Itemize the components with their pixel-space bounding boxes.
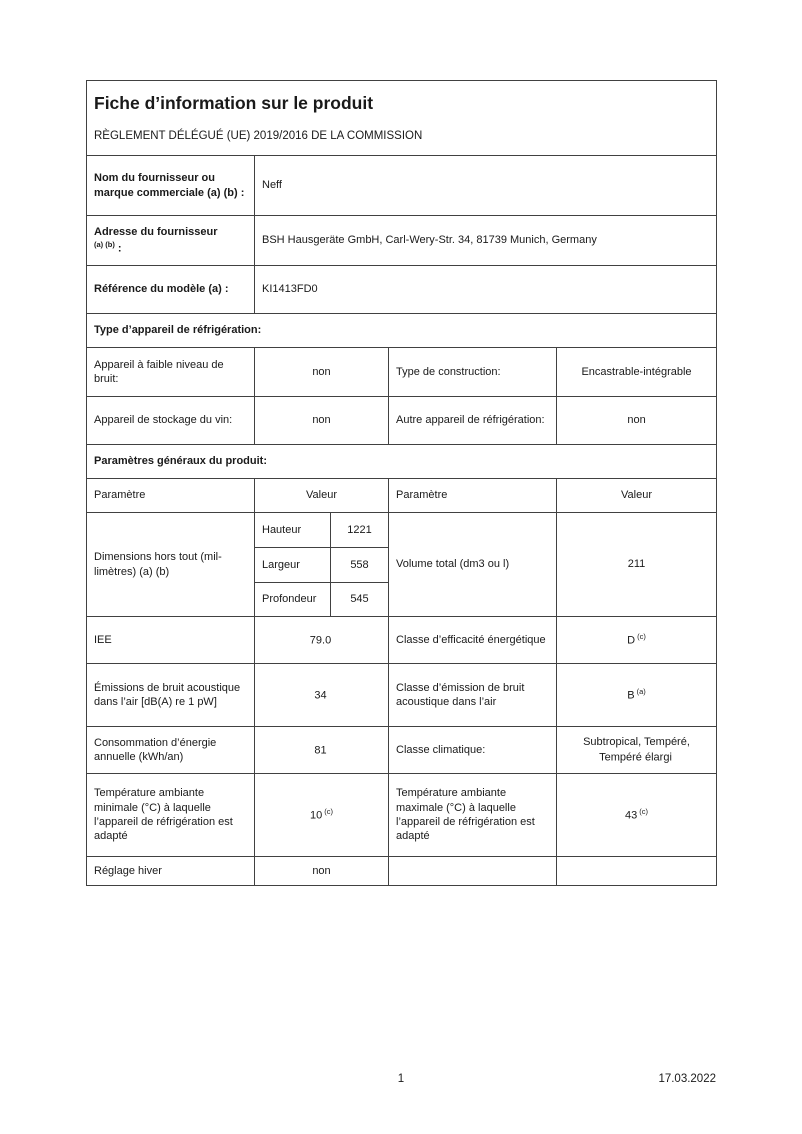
param-value: non	[255, 857, 389, 886]
param-value: 81	[255, 727, 389, 774]
param-label: IEE	[87, 617, 255, 664]
dimension-name: Profondeur	[255, 583, 331, 617]
total-volume-label: Volume total (dm3 ou l)	[389, 513, 557, 617]
param-label: Émissions de bruit acoustique dans l’air [dB(A) re 1 pW]	[87, 664, 255, 727]
param-value: B $^{(a)}$	[557, 664, 717, 727]
page-title: Fiche d’information sur le produit	[94, 92, 374, 113]
dimension-name: Largeur	[255, 548, 331, 583]
section-heading-general-params: Paramètres généraux du produit:	[87, 445, 717, 479]
column-header-parameter-right: Paramètre	[389, 479, 557, 513]
param-label: Type de construction:	[389, 348, 557, 397]
column-header-value-left: Valeur	[255, 479, 389, 513]
supplier-address-value: BSH Hausgeräte GmbH, Carl-Wery-Str. 34, 81739 Munich, Germany	[255, 216, 717, 266]
param-label: Autre appareil de réfrigération:	[389, 397, 557, 445]
param-label	[389, 857, 557, 886]
supplier-address-label	[87, 216, 255, 266]
supplier-name-value: Neff	[255, 156, 717, 216]
dimension-name: Hauteur	[255, 513, 331, 548]
dimension-value: 1221	[331, 513, 389, 548]
supplier-address-label-text: Adresse du fournisseur	[94, 226, 218, 239]
param-value: Subtropical, Tempéré, Tempéré élargi	[557, 727, 717, 774]
param-label: Classe climatique:	[389, 727, 557, 774]
param-label: Classe d’émission de bruit acoustique dans l’air	[389, 664, 557, 727]
supplier-name-label: Nom du fournisseur ou marque commerciale (a) (b) :	[87, 156, 255, 216]
supplier-address-colon: :	[117, 242, 122, 255]
param-value: D $^{(c)}$	[557, 617, 717, 664]
param-value	[557, 857, 717, 886]
param-value: 43 $^{(c)}$	[557, 774, 717, 857]
section-heading-type: Type d’appareil de réfrigération:	[87, 314, 717, 348]
column-header-value-right: Valeur	[557, 479, 717, 513]
param-value: 79.0	[255, 617, 389, 664]
product-fiche-table	[86, 80, 717, 886]
param-value: 34	[255, 664, 389, 727]
param-label: Réglage hiver	[87, 857, 255, 886]
dimensions-label: Dimensions hors tout (millimètres) (a) (b)	[87, 513, 255, 617]
param-label: Température ambiante minimale (°C) à laquelle l’appareil de réfrigération est adapté	[87, 774, 255, 857]
dimension-value: 558	[331, 548, 389, 583]
regulation-subtitle: RÈGLEMENT DÉLÉGUÉ (UE) 2019/2016 DE LA COMMISSION	[94, 130, 423, 143]
supplier-address-footnotes: (a) (b)	[94, 239, 115, 249]
title-block	[87, 81, 717, 156]
param-value: non	[255, 397, 389, 445]
param-value: 10 $^{(c)}$	[255, 774, 389, 857]
model-reference-label: Référence du modèle (a) :	[87, 266, 255, 314]
total-volume-value: 211	[557, 513, 717, 617]
column-header-parameter-left: Paramètre	[87, 479, 255, 513]
param-value: Encastrable-intégrable	[557, 348, 717, 397]
param-value: non	[255, 348, 389, 397]
page-number: 1	[397, 1073, 405, 1085]
param-label: Classe d’efficacité énergétique	[389, 617, 557, 664]
page-footer	[86, 1073, 716, 1089]
model-reference-value: KI1413FD0	[255, 266, 717, 314]
param-value: non	[557, 397, 717, 445]
param-label: Température ambiante maximale (°C) à laquelle l’appareil de réfrigération est adapté	[389, 774, 557, 857]
footer-date: 17.03.2022	[658, 1073, 716, 1085]
param-label: Consommation d’énergie annuelle (kWh/an)	[87, 727, 255, 774]
dimension-value: 545	[331, 583, 389, 617]
param-label: Appareil à faible niveau de bruit:	[87, 348, 255, 397]
param-label: Appareil de stockage du vin:	[87, 397, 255, 445]
